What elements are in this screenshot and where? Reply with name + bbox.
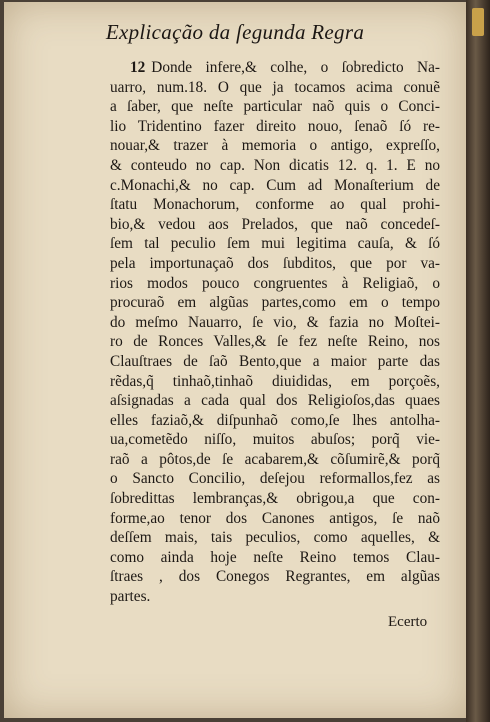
bookmark-tab <box>472 8 484 36</box>
text-line: c.Monachi,& no cap. Cum ad Monaſterium de <box>110 176 440 194</box>
section-number: 12 <box>130 59 146 76</box>
text-line: raõ a pôtos,de ſe acabarem,& cõſumirẽ,& porq̃ <box>110 450 440 468</box>
text-line: como ainda hoje neſte Reino temos Clau- <box>110 548 440 566</box>
text-line: uarro, num.18. O que ja tocamos acima conuẽ <box>110 78 440 96</box>
text-line: do meſmo Nauarro, ſe vio, & fazia no Moſtei- <box>110 313 440 331</box>
text-line: forme,ao tenor dos Canones antigos, ſe naõ <box>110 509 440 527</box>
text-line: lio Tridentino fazer direito nouo, ſenaõ ſó re- <box>110 117 440 135</box>
book-edge <box>466 0 490 722</box>
book-page <box>4 2 466 718</box>
text-line: partes. <box>110 588 151 606</box>
text-line: ro de Ronces Valles,& ſe fez neſte Reino, nos <box>110 333 440 351</box>
text-line: procuraõ em algũas partes,como em o tempo <box>110 294 440 312</box>
text-line: 12 Donde infere,& colhe, o ſobredicto Na- <box>130 59 440 76</box>
text-line: a ſaber, que neſte particular naõ quis o Conci- <box>110 98 440 116</box>
text-line: deſſem mais, tais peculios, como aquelles, & <box>110 529 440 547</box>
catchword: Ecerto <box>388 614 428 630</box>
text-line: aſsignadas a cada qual dos Religioſos,das quaes <box>110 392 440 410</box>
text-line: ſtraes , dos Conegos Regrantes, em algũas <box>110 568 440 586</box>
text-line: Clauſtraes de ſaõ Bento,que a maior parte das <box>110 352 440 370</box>
running-header: Explicação da ſegunda Regra <box>105 20 365 44</box>
text-line: nouar,& trazer à memoria o antigo, expreſſo, <box>110 137 440 155</box>
text-line: ua,cometẽdo niſſo, muitos abuſos; porq̃ vie- <box>110 431 440 449</box>
text-line: ſtatu Monachorum, conforme ao qual prohi- <box>110 196 440 214</box>
text-line: ſem tal peculio ſem mui legitima cauſa, & ſó <box>110 235 440 253</box>
body-text <box>110 58 440 607</box>
text-line: bio,& vedou aos Prelados, que naõ concedeſ- <box>110 215 440 233</box>
text-line: rios modos pouco congruentes à Religiaõ, o <box>110 274 440 292</box>
text-line: & conteudo no cap. Non dicatis 12. q. 1. E no <box>110 156 440 174</box>
text-line: elles faziaõ,& diſpunhaõ como,ſe lhes antolha- <box>110 411 440 429</box>
text-line: o Sancto Concilio, deſejou reformallos,fez as <box>110 470 440 488</box>
text-line: ſobredittas lembranças,& obrigou,a que con- <box>110 490 440 508</box>
text-line: pela importunaçaõ dos ſubditos, que por va- <box>110 254 440 272</box>
text-line: rẽdas,q̃ tinhaõ,tinhaõ diuididas, em porçoẽs, <box>110 372 440 390</box>
